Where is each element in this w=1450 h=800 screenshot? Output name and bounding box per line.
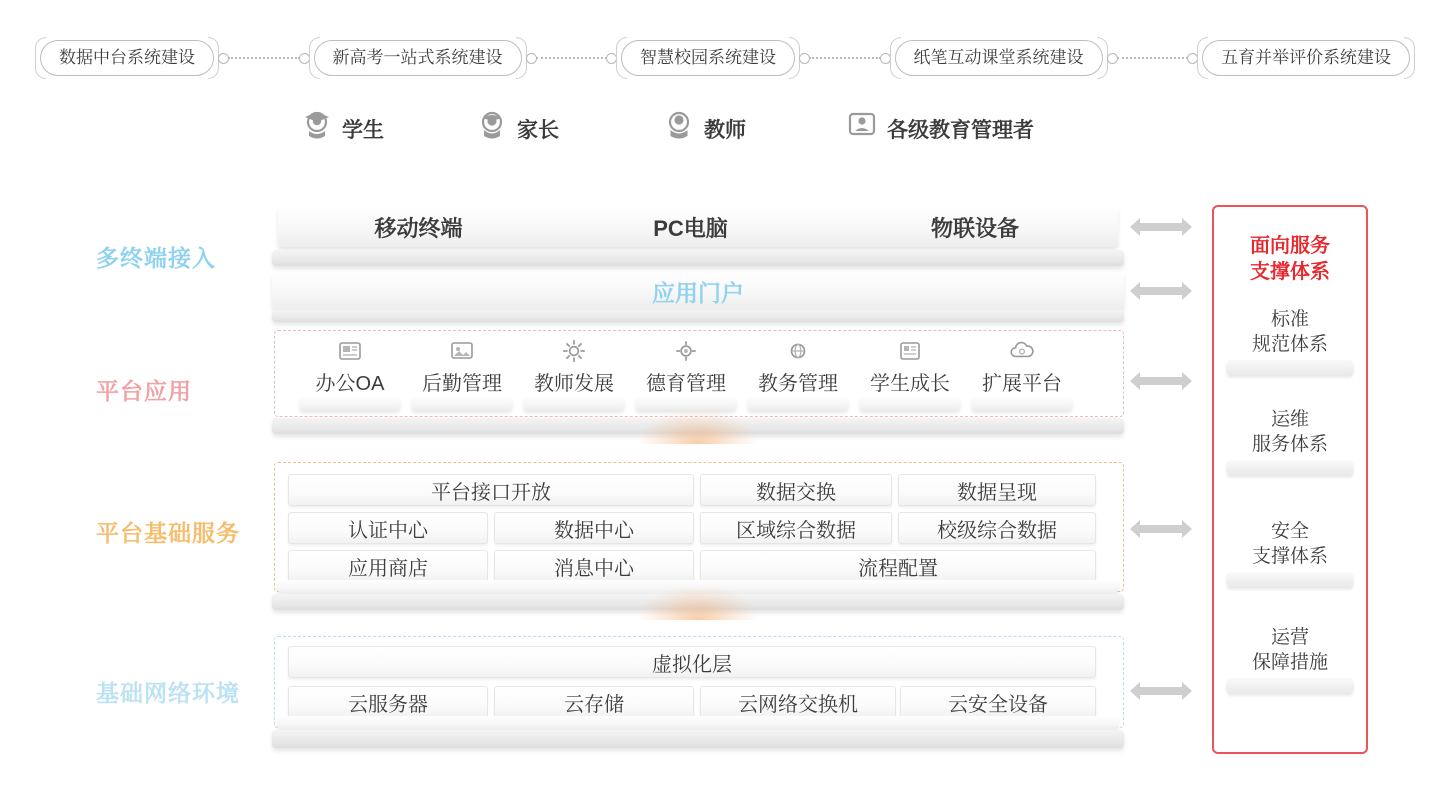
app-label-academic-affairs[interactable]: 教务管理: [758, 372, 838, 395]
pill-connector-4: [1107, 53, 1199, 63]
section-label-platform-services: 平台基础服务: [96, 520, 240, 546]
bidirectional-arrow-services: [1128, 518, 1194, 540]
app-pedestal: [412, 396, 512, 410]
support-item-security[interactable]: [1228, 519, 1352, 569]
section-label-multi-terminal: 多终端接入: [96, 245, 216, 271]
pill-connector-3: [799, 53, 891, 63]
role-student: [300, 96, 384, 162]
data-flow-glow: [638, 410, 758, 444]
support-item-line1: 安全: [1270, 521, 1309, 542]
role-pedestal: [829, 152, 1079, 176]
connector-dots: [809, 57, 881, 59]
app-label-office-oa[interactable]: 办公OA: [315, 372, 385, 395]
network-slab: [278, 716, 1118, 730]
network-cloud-storage[interactable]: 云存储: [494, 686, 694, 718]
support-item-line2: 规范体系: [1251, 334, 1328, 355]
app-label-student-growth[interactable]: 学生成长: [870, 372, 950, 395]
app-pedestal: [636, 396, 736, 410]
service-support-column: [1212, 205, 1368, 754]
bidirectional-arrow-apps: [1128, 370, 1194, 392]
parent-icon: [475, 109, 509, 149]
app-pedestal: [860, 396, 960, 410]
connector-knob-right: [299, 53, 310, 64]
service-process-config[interactable]: 流程配置: [700, 550, 1096, 582]
logistics-icon: [412, 336, 512, 366]
pill-system-4[interactable]: 纸笔互动课堂系统建设: [895, 40, 1103, 76]
pill-connector-2: [526, 53, 618, 63]
section-label-network: 基础网络环境: [96, 680, 240, 706]
role-pedestal: [287, 152, 448, 176]
student-icon: [300, 109, 334, 149]
teacher-development-icon: [524, 336, 624, 366]
terminal-iot[interactable]: 物联设备: [930, 215, 1019, 241]
service-support-title: [1214, 233, 1366, 285]
role-pedestal: [649, 152, 810, 176]
network-slab-base: [272, 730, 1124, 748]
pill-system-5[interactable]: 五育并举评价系统建设: [1202, 40, 1410, 76]
support-item-plate: [1226, 572, 1354, 588]
portal-slab-base: [272, 310, 1124, 322]
support-item-line1: 标准: [1270, 309, 1309, 330]
office-oa-icon: [300, 336, 400, 366]
pill-connector-1: [218, 53, 310, 63]
support-item-line1: 运营: [1270, 627, 1309, 648]
network-virtualization-layer[interactable]: 虚拟化层: [288, 646, 1096, 678]
support-item-plate: [1226, 678, 1354, 694]
role-teacher: [662, 96, 746, 162]
section-label-platform-apps: 平台应用: [96, 378, 192, 404]
service-school-data[interactable]: 校级综合数据: [898, 512, 1096, 544]
pill-system-2[interactable]: 新高考一站式系统建设: [314, 40, 522, 76]
network-cloud-security[interactable]: 云安全设备: [900, 686, 1096, 718]
terminal-mobile[interactable]: 移动终端: [374, 215, 463, 241]
app-label-extension-platform[interactable]: 扩展平台: [982, 372, 1062, 395]
connector-dots: [1117, 57, 1189, 59]
moral-education-icon: [636, 336, 736, 366]
app-label-logistics[interactable]: 后勤管理: [422, 372, 502, 395]
service-support-title-line2: 支撑体系: [1250, 261, 1330, 283]
role-pedestal: [462, 152, 623, 176]
network-cloud-switch[interactable]: 云网络交换机: [700, 686, 896, 718]
service-auth-center[interactable]: 认证中心: [288, 512, 488, 544]
role-label: 学生: [342, 119, 384, 142]
service-data-center[interactable]: 数据中心: [494, 512, 694, 544]
role-label: 教师: [704, 119, 746, 142]
bidirectional-arrow-network: [1128, 680, 1194, 702]
top-systems-row: [40, 36, 1410, 80]
app-pedestal: [524, 396, 624, 410]
student-growth-icon: [860, 336, 960, 366]
support-item-line2: 保障措施: [1251, 652, 1328, 673]
academic-affairs-icon: [748, 336, 848, 366]
role-parent: [475, 96, 559, 162]
app-pedestal: [748, 396, 848, 410]
service-regional-data[interactable]: 区域综合数据: [700, 512, 892, 544]
service-support-title-line1: 面向服务: [1250, 235, 1330, 257]
service-data-presentation[interactable]: 数据呈现: [898, 474, 1096, 506]
terminal-slab-base: [272, 250, 1124, 266]
service-data-exchange[interactable]: 数据交换: [700, 474, 892, 506]
connector-knob-right: [880, 53, 891, 64]
support-item-line2: 服务体系: [1251, 434, 1328, 455]
support-item-standard[interactable]: [1228, 307, 1352, 357]
pill-system-3[interactable]: 智慧校园系统建设: [621, 40, 795, 76]
service-app-store[interactable]: 应用商店: [288, 550, 488, 582]
support-item-line1: 运维: [1270, 409, 1309, 430]
roles-row: [280, 96, 1120, 166]
support-item-operations[interactable]: [1228, 407, 1352, 457]
role-administrator: [845, 96, 1034, 162]
app-pedestal: [972, 396, 1072, 410]
extension-platform-icon: [972, 336, 1072, 366]
network-cloud-server[interactable]: 云服务器: [288, 686, 488, 718]
terminal-pc[interactable]: PC电脑: [653, 215, 728, 241]
teacher-icon: [662, 109, 696, 149]
service-api-open[interactable]: 平台接口开放: [288, 474, 694, 506]
app-pedestal: [300, 396, 400, 410]
administrator-icon: [845, 109, 879, 149]
connector-dots: [536, 57, 608, 59]
support-item-plate: [1226, 360, 1354, 376]
support-item-line2: 支撑体系: [1251, 546, 1328, 567]
portal-label[interactable]: 应用门户: [652, 279, 744, 306]
connector-dots: [228, 57, 300, 59]
app-label-moral-education[interactable]: 德育管理: [646, 372, 726, 395]
service-message-center[interactable]: 消息中心: [494, 550, 694, 582]
bidirectional-arrow-terminal: [1128, 216, 1194, 238]
role-label: 各级教育管理者: [887, 119, 1034, 142]
support-item-plate: [1226, 460, 1354, 476]
app-label-teacher-development[interactable]: 教师发展: [534, 372, 614, 395]
pill-system-1[interactable]: 数据中台系统建设: [40, 40, 214, 76]
bidirectional-arrow-portal: [1128, 280, 1194, 302]
role-label: 家长: [517, 119, 559, 142]
data-flow-glow-2: [638, 586, 758, 620]
support-item-operation-guarantee[interactable]: [1228, 625, 1352, 675]
